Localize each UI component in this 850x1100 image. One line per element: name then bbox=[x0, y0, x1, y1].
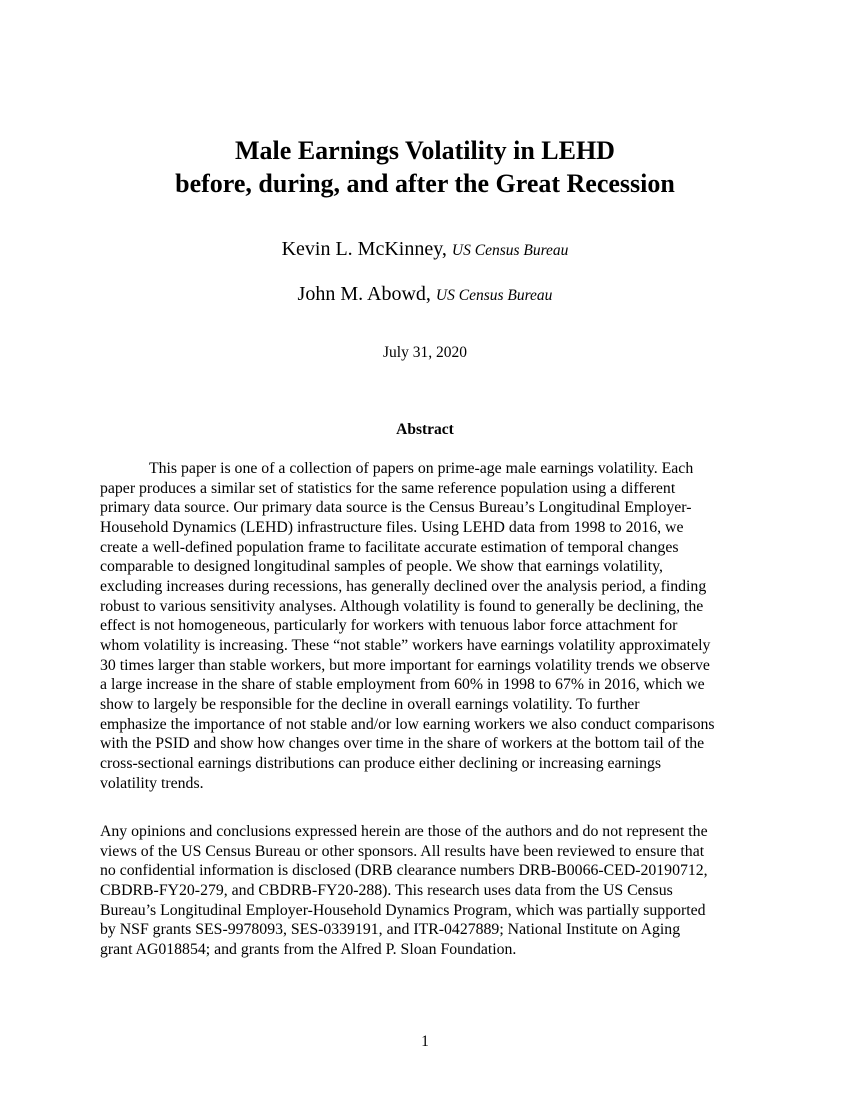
title-line: Male Earnings Volatility in LEHD bbox=[235, 136, 615, 165]
page-number: 1 bbox=[421, 1033, 429, 1050]
text-line: grant AG018854; and grants from the Alfred P. Sloan Foundation. bbox=[100, 940, 517, 958]
text-line: emphasize the importance of not stable and/or low earning workers we also conduct comparisons bbox=[100, 715, 715, 733]
text-line: primary data source. Our primary data source is the Census Bureau’s Longitudinal Employer- bbox=[100, 499, 692, 517]
text-line: show to largely be responsible for the decline in overall earnings volatility. To further bbox=[100, 695, 640, 713]
text-line: with the PSID and show how changes over time in the share of workers at the bottom tail of the bbox=[100, 735, 705, 753]
text-line: create a well-defined population frame to facilitate accurate estimation of temporal changes bbox=[100, 538, 679, 556]
text-line: whom volatility is increasing. These “not stable” workers have earnings volatility approximately bbox=[100, 636, 711, 654]
text-line: Any opinions and conclusions expressed herein are those of the authors and do not represent the bbox=[100, 823, 708, 840]
paper-title bbox=[0, 134, 850, 200]
text-line: Household Dynamics (LEHD) infrastructure files. Using LEHD data from 1998 to 2016, we bbox=[100, 518, 684, 536]
text-line: cross-sectional earnings distributions can produce either declining or increasing earnings bbox=[100, 754, 662, 772]
text-line: views of the US Census Bureau or other sponsors. All results have been reviewed to ensure that bbox=[100, 842, 705, 860]
author: Kevin L. McKinney, US Census Bureau bbox=[281, 238, 569, 260]
text-line: paper produces a similar set of statistics for the same reference population using a different bbox=[100, 479, 676, 497]
author: John M. Abowd, US Census Bureau bbox=[297, 283, 553, 305]
author-name: Kevin L. McKinney bbox=[281, 238, 442, 260]
text-line: by NSF grants SES-9978093, SES-0339191, and ITR-0427889; National Institute on Aging bbox=[100, 921, 681, 939]
author-affiliation: US Census Bureau bbox=[435, 287, 553, 304]
text-line: no confidential information is disclosed (DRB clearance numbers DRB-B0066-CED-20190712, bbox=[100, 862, 708, 880]
title-line: before, during, and after the Great Recession bbox=[175, 169, 675, 198]
paper-date: July 31, 2020 bbox=[383, 344, 467, 361]
abstract-body bbox=[100, 459, 760, 793]
text-line: a large increase in the share of stable employment from 60% in 1998 to 67% in 2016, which we bbox=[100, 676, 705, 694]
text-line: volatility trends. bbox=[100, 774, 204, 792]
abstract-heading: Abstract bbox=[396, 421, 454, 438]
author-name: John M. Abowd bbox=[297, 283, 426, 305]
disclaimer-body bbox=[100, 822, 760, 960]
text-line: excluding increases during recessions, has generally declined over the analysis period, a finding bbox=[100, 577, 707, 595]
text-line: Bureau’s Longitudinal Employer-Household Dynamics Program, which was partially supported bbox=[100, 901, 706, 919]
text-line: This paper is one of a collection of papers on prime-age male earnings volatility. Each bbox=[149, 460, 694, 477]
text-line: robust to various sensitivity analyses. Although volatility is found to generally be declining, the bbox=[100, 597, 704, 615]
text-line: CBDRB-FY20-279, and CBDRB-FY20-288). This research uses data from the US Census bbox=[100, 881, 673, 899]
text-line: 30 times larger than stable workers, but more important for earnings volatility trends we observe bbox=[100, 656, 710, 674]
text-line: comparable to designed longitudinal samples of people. We show that earnings volatility, bbox=[100, 558, 663, 576]
author-affiliation: US Census Bureau bbox=[451, 242, 569, 259]
text-line: effect is not homogeneous, particularly for workers with tenuous labor force attachment for bbox=[100, 617, 678, 635]
